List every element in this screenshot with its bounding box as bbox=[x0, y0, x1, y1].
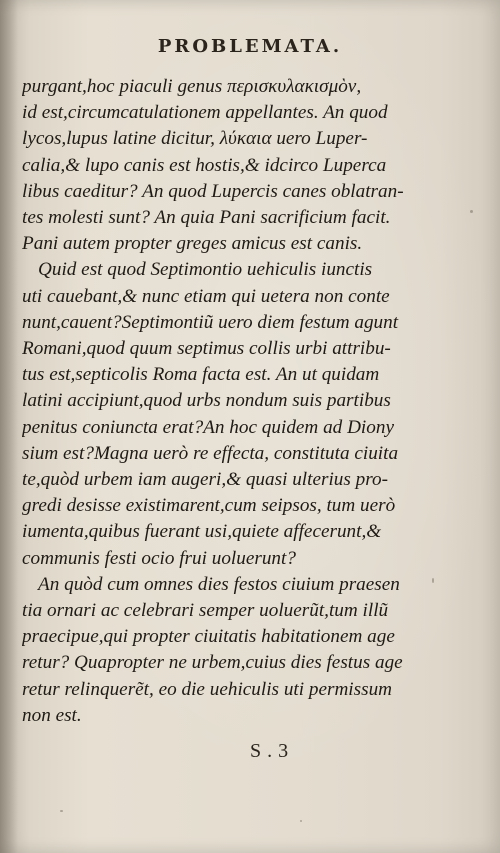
text-line: iumenta,quibus fuerant usi,quiete affecerunt,& bbox=[22, 521, 382, 543]
text-line: penitus coniuncta erat?An hoc quidem ad Diony bbox=[22, 416, 394, 438]
text-line: non est. bbox=[22, 704, 82, 726]
text-line: retur? Quapropter ne urbem,cuius dies festus age bbox=[22, 652, 403, 674]
running-head: PROBLEMATA. bbox=[157, 36, 343, 57]
text-line: tes molesti sunt? An quia Pani sacrificium facit. bbox=[22, 207, 391, 229]
text-line: Pani autem propter greges amicus est canis. bbox=[22, 233, 363, 255]
text-line: An quòd cum omnes dies festos ciuium praesen bbox=[38, 573, 400, 595]
text-line: gredi desisse existimarent,cum seipsos, tum uerò bbox=[22, 495, 396, 517]
text-line: sium est?Magna uerò re effecta, constituta ciuita bbox=[22, 442, 399, 464]
signature-mark: S.3 bbox=[250, 740, 295, 762]
text-line: retur relinquerẽt, eo die uehiculis uti permissum bbox=[22, 678, 393, 700]
text-line: communis festi ocio frui uoluerunt? bbox=[22, 547, 296, 569]
text-line: lycos,lupus latine dicitur, λύκαια uero Luper- bbox=[22, 128, 368, 150]
paragraph bbox=[22, 572, 414, 729]
body-text bbox=[22, 74, 414, 729]
text-line: te,quòd urbem iam augeri,& quasi ulterius pro- bbox=[22, 469, 388, 491]
text-line: uti cauebant,& nunc etiam qui uetera non conte bbox=[22, 285, 390, 307]
text-line: latini accipiunt,quod urbs nondum suis partibus bbox=[22, 390, 391, 412]
paper-speck bbox=[470, 210, 473, 213]
paragraph bbox=[22, 74, 414, 257]
paper-speck bbox=[432, 578, 434, 583]
text-line: calia,& lupo canis est hostis,& idcirco Luperca bbox=[22, 154, 387, 176]
text-line: libus caeditur? An quod Lupercis canes oblatran- bbox=[22, 180, 404, 202]
text-line: Romani,quod quum septimus collis urbi attribu- bbox=[22, 338, 391, 360]
text-line: purgant,hoc piaculi genus περισκυλακισμὸν, bbox=[22, 76, 362, 97]
text-line: Quid est quod Septimontio uehiculis iunctis bbox=[38, 259, 373, 281]
text-line: tia ornari ac celebrari semper uoluerũt,tum illũ bbox=[22, 600, 389, 622]
text-line: praecipue,qui propter ciuitatis habitationem age bbox=[22, 626, 395, 648]
page-gutter-shadow bbox=[0, 0, 18, 853]
paper-speck bbox=[60, 810, 63, 812]
text-line: id est,circumcatulationem appellantes. An quod bbox=[22, 102, 388, 124]
paragraph bbox=[22, 257, 414, 571]
paper-speck bbox=[300, 820, 302, 822]
text-line: tus est,septicolis Roma facta est. An ut quidam bbox=[22, 364, 380, 386]
text-line: nunt,cauent?Septimontiũ uero diem festum agunt bbox=[22, 311, 399, 333]
